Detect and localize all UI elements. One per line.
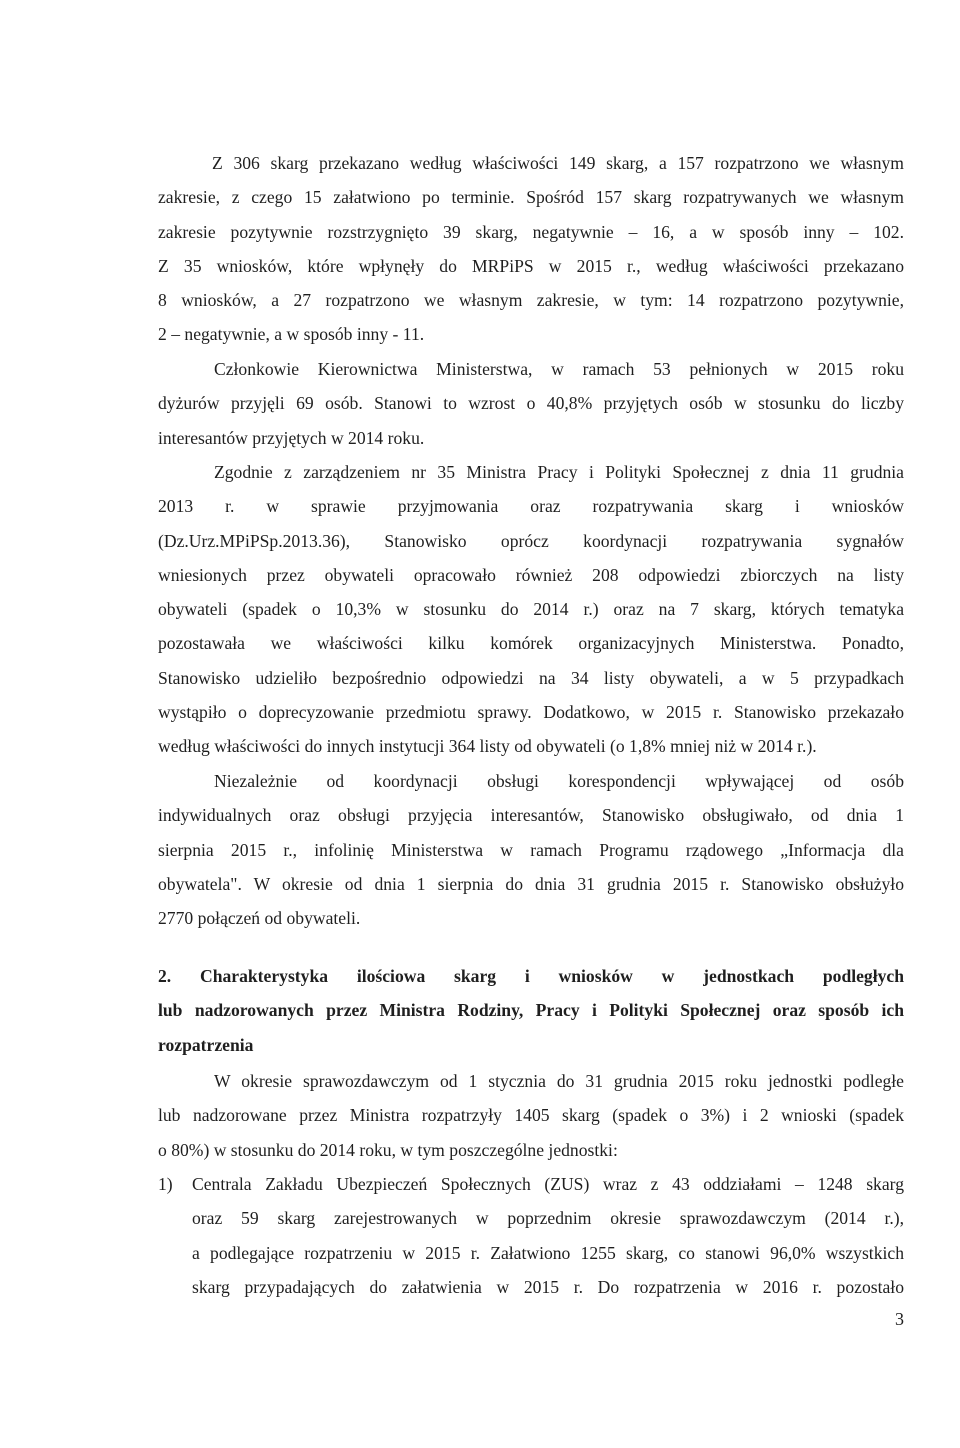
text-line: według właściwości do innych instytucji 364 listy od obywateli (o 1,8% mniej niż w 2014 r.). bbox=[158, 736, 817, 757]
heading-line: lub nadzorowanych przez Ministra Rodziny, Pracy i Polityki Społecznej oraz sposób ich bbox=[158, 1000, 904, 1021]
text-line: Centrala Zakładu Ubezpieczeń Społecznych (ZUS) wraz z 43 oddziałami – 1248 skarg bbox=[192, 1174, 904, 1194]
text-line: wystąpiło o doprecyzowanie przedmiotu sprawy. Dodatkowo, w 2015 r. Stanowisko przekazało bbox=[158, 702, 904, 723]
text-line: sierpnia 2015 r., infolinię Ministerstwa w ramach Programu rządowego „Informacja dla bbox=[158, 839, 904, 860]
text-line: (Dz.Urz.MPiPSp.2013.36), Stanowisko oprócz koordynacji rozpatrywania sygnałów bbox=[158, 530, 904, 551]
text-line: skarg przypadających do załatwienia w 2015 r. Do rozpatrzenia w 2016 r. pozostało bbox=[192, 1276, 904, 1297]
page-number: 3 bbox=[895, 1309, 904, 1329]
paragraph-management-duty bbox=[158, 352, 904, 455]
paragraph-infoline bbox=[158, 764, 904, 935]
text-line: oraz 59 skarg zarejestrowanych w poprzednim okresie sprawozdawczym (2014 r.), bbox=[192, 1208, 904, 1229]
text-line: interesantów przyjętych w 2014 roku. bbox=[158, 427, 425, 448]
text-line: zakresie pozytywnie rozstrzygnięto 39 skarg, negatywnie – 16, a w sposób inny – 102. bbox=[158, 221, 904, 242]
text-line: Z 35 wniosków, które wpłynęły do MRPiPS w 2015 r., według właściwości przekazano bbox=[158, 255, 904, 276]
text-line: obywateli (spadek o 10,3% w stosunku do 2014 r.) oraz na 7 skarg, których tematyka bbox=[158, 599, 904, 620]
text-line: o 80%) w stosunku do 2014 roku, w tym poszczególne jednostki: bbox=[158, 1139, 618, 1160]
text-line: 2013 r. w sprawie przyjmowania oraz rozpatrywania skarg i wniosków bbox=[158, 496, 904, 517]
paragraph-subordinate-units bbox=[158, 1064, 904, 1167]
list-item-number: 1) bbox=[158, 1174, 173, 1194]
paragraph-complaints-summary bbox=[158, 146, 904, 352]
text-line: zakresie, z czego 15 załatwiono po terminie. Spośród 157 skarg rozpatrywanych we własnym bbox=[158, 187, 904, 208]
text-line: pozostawała we właściwości kilku komórek organizacyjnych Ministerstwa. Ponadto, bbox=[158, 633, 904, 654]
text-line: 2770 połączeń od obywateli. bbox=[158, 908, 361, 929]
section-heading bbox=[158, 959, 904, 1062]
heading-line: rozpatrzenia bbox=[158, 1034, 254, 1055]
text-line: Z 306 skarg przekazano według właściwości 149 skarg, a 157 rozpatrzono we własnym bbox=[212, 153, 904, 173]
paragraph-regulation bbox=[158, 455, 904, 764]
list-item-body bbox=[192, 1167, 904, 1304]
text-line: Zgodnie z zarządzeniem nr 35 Ministra Pracy i Polityki Społecznej z dnia 11 grudnia bbox=[214, 462, 904, 482]
text-line: wniesionych przez obywateli opracowało również 208 odpowiedzi zbiorczych na listy bbox=[158, 564, 904, 585]
text-line: Stanowisko udzieliło bezpośrednio odpowiedzi na 34 listy obywateli, a w 5 przypadkach bbox=[158, 667, 904, 688]
text-line: lub nadzorowane przez Ministra rozpatrzyły 1405 skarg (spadek o 3%) i 2 wnioski (spadek bbox=[158, 1105, 904, 1126]
text-line: Członkowie Kierownictwa Ministerstwa, w ramach 53 pełnionych w 2015 roku bbox=[214, 359, 904, 379]
text-line: 8 wniosków, a 27 rozpatrzono we własnym zakresie, w tym: 14 rozpatrzono pozytywnie, bbox=[158, 290, 904, 311]
text-line: dyżurów przyjęli 69 osób. Stanowi to wzrost o 40,8% przyjętych osób w stosunku do liczby bbox=[158, 393, 904, 414]
heading-line: 2. Charakterystyka ilościowa skarg i wniosków w jednostkach podległych bbox=[158, 966, 904, 986]
text-line: Niezależnie od koordynacji obsługi korespondencji wpływającej od osób bbox=[214, 771, 904, 791]
text-line: a podlegające rozpatrzeniu w 2015 r. Załatwiono 1255 skarg, co stanowi 96,0% wszystkich bbox=[192, 1242, 904, 1263]
text-line: obywatela". W okresie od dnia 1 sierpnia do dnia 31 grudnia 2015 r. Stanowisko obsłużyło bbox=[158, 873, 904, 894]
text-line: indywidualnych oraz obsługi przyjęcia interesantów, Stanowisko obsługiwało, od dnia 1 bbox=[158, 805, 904, 826]
text-line: 2 – negatywnie, a w sposób inny - 11. bbox=[158, 324, 425, 345]
text-line: W okresie sprawozdawczym od 1 stycznia do 31 grudnia 2015 roku jednostki podległe bbox=[214, 1071, 904, 1091]
